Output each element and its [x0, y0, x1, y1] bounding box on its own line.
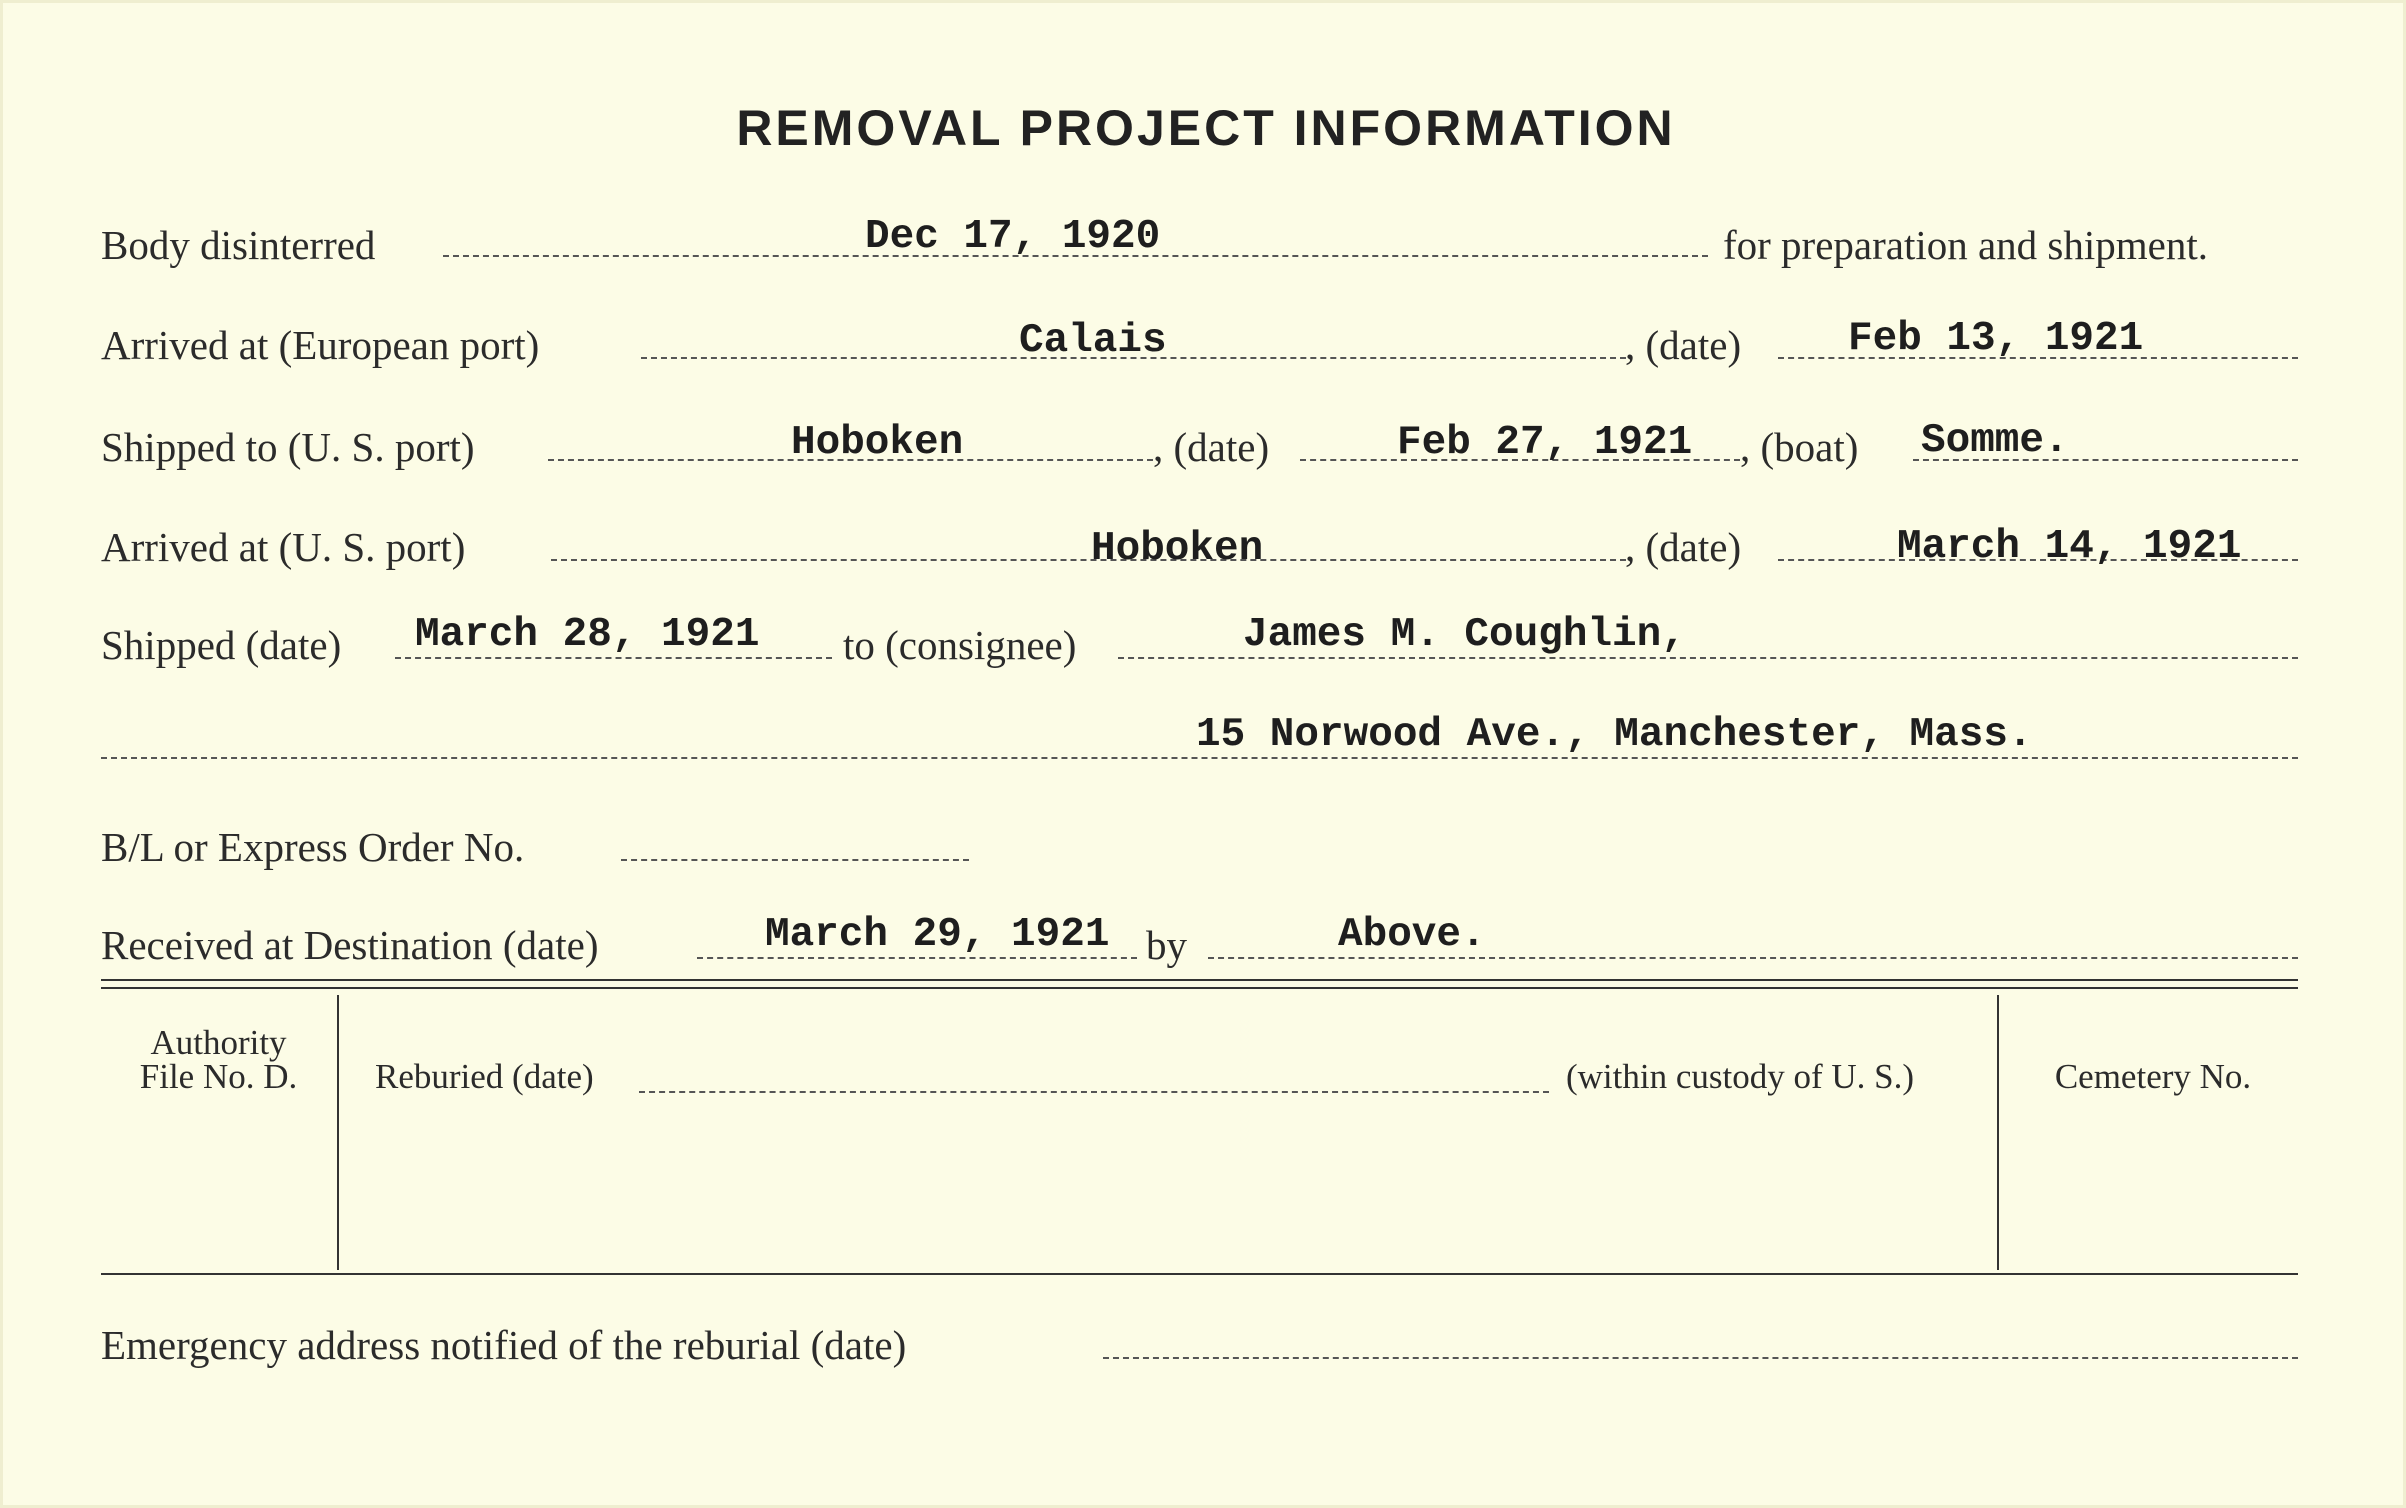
- value-disinterred-date: Dec 17, 1920: [865, 214, 1161, 260]
- label-reburied-date: Reburied (date): [375, 1057, 594, 1096]
- label-boat: , (boat): [1740, 424, 1859, 470]
- dotted-line: [551, 559, 1626, 561]
- label-shipped-date: Shipped (date): [101, 622, 342, 668]
- label-by: by: [1146, 922, 1187, 968]
- value-european-date: Feb 13, 1921: [1848, 316, 2144, 362]
- value-boat: Somme.: [1921, 418, 2069, 464]
- value-shipped-date: March 28, 1921: [415, 612, 760, 658]
- table-bottom-rule: [101, 1273, 2298, 1275]
- value-arrived-us-port: Hoboken: [1091, 526, 1264, 572]
- label-body-disinterred: Body disinterred: [101, 222, 376, 268]
- label-bl-express-order: B/L or Express Order No.: [101, 824, 525, 870]
- table-top-rule: [101, 979, 2298, 981]
- table-divider: [1997, 995, 1999, 1270]
- label-date: , (date): [1625, 322, 1742, 368]
- dotted-line: [1103, 1357, 2298, 1359]
- label-received-destination: Received at Destination (date): [101, 922, 599, 968]
- label-arrived-european-port: Arrived at (European port): [101, 322, 540, 368]
- label-within-custody: (within custody of U. S.): [1566, 1057, 1915, 1096]
- table-divider: [337, 995, 339, 1270]
- table-top-rule-double: [101, 987, 2298, 989]
- value-received-date: March 29, 1921: [765, 912, 1110, 958]
- label-arrived-us-port: Arrived at (U. S. port): [101, 524, 466, 570]
- value-consignee-address: 15 Norwood Ave., Manchester, Mass.: [1196, 712, 2033, 758]
- card-title: REMOVAL PROJECT INFORMATION: [736, 100, 1676, 156]
- label-date: , (date): [1625, 524, 1742, 570]
- dotted-line: [639, 1091, 1549, 1093]
- value-european-port: Calais: [1019, 318, 1167, 364]
- label-shipped-to-us-port: Shipped to (U. S. port): [101, 424, 475, 470]
- value-shipped-port: Hoboken: [791, 420, 964, 466]
- value-shipped-date: Feb 27, 1921: [1397, 420, 1693, 466]
- label-cemetery-no: Cemetery No.: [2054, 1057, 2252, 1096]
- label-to-consignee: to (consignee): [843, 622, 1077, 668]
- label-for-preparation: for preparation and shipment.: [1723, 222, 2209, 268]
- label-date: , (date): [1153, 424, 1270, 470]
- value-arrived-us-date: March 14, 1921: [1897, 524, 2242, 570]
- value-consignee-name: James M. Coughlin,: [1243, 612, 1686, 658]
- value-received-by: Above.: [1338, 912, 1486, 958]
- label-file-no: File No. D.: [139, 1057, 298, 1096]
- dotted-line: [621, 859, 969, 861]
- label-emergency-address: Emergency address notified of the reburial (date): [101, 1322, 907, 1368]
- label-authority: Authority: [150, 1023, 287, 1062]
